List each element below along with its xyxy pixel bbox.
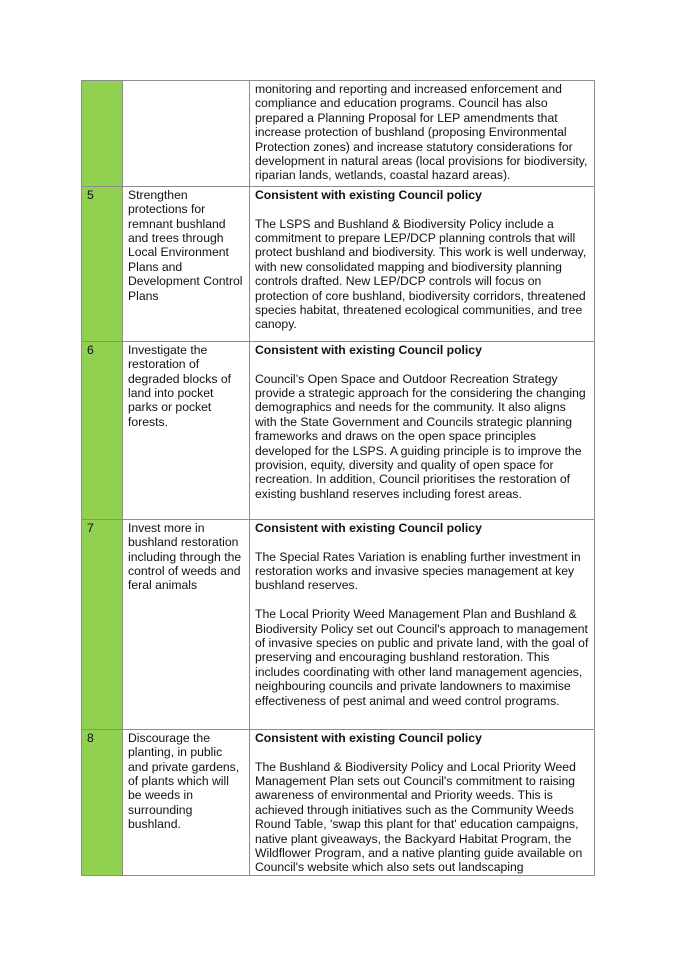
recommendation-cell bbox=[123, 81, 250, 187]
response-cell bbox=[250, 729, 595, 875]
row-number-cell: 6 bbox=[82, 341, 123, 519]
recommendation-cell: Investigate the restoration of degraded blocks of land into pocket parks or pocket forests. bbox=[123, 341, 250, 519]
recommendations-table bbox=[81, 80, 595, 876]
status-heading: Consistent with existing Council policy bbox=[255, 342, 482, 357]
table-row bbox=[82, 729, 595, 875]
row-number-cell: 7 bbox=[82, 519, 123, 729]
table-row bbox=[82, 186, 595, 341]
status-heading: Consistent with existing Council policy bbox=[255, 520, 482, 535]
table-row bbox=[82, 341, 595, 519]
response-paragraph: Council’s Open Space and Outdoor Recreation Strategy provide a strategic approach for the considering the changing demographics and needs for the community. It also aligns with the State Government and Councils strategic planning frameworks and draws on the open space principles developed for the LSPS. A guiding principle is to improve the provision, equity, diversity and quality of open space for recreation. In addition, Council prioritises the restoration of existing bushland reserves including forest areas. bbox=[255, 371, 586, 501]
status-heading: Consistent with existing Council policy bbox=[255, 187, 482, 202]
response-cell bbox=[250, 341, 595, 519]
row-number-cell: 5 bbox=[82, 186, 123, 341]
response-paragraph: The Local Priority Weed Management Plan and Bushland & Biodiversity Policy set out Council's approach to management of invasive species on public and private land, with the goal of preserving and encouraging bushland restoration. This includes coordinating with other land management agencies, neighbouring councils and private landowners to maximise effectiveness of pest animal and weed control programs. bbox=[255, 607, 589, 708]
row-number-cell: 8 bbox=[82, 729, 123, 875]
table-row-continuation bbox=[82, 81, 595, 187]
status-heading: Consistent with existing Council policy bbox=[255, 730, 482, 745]
row-number-cell bbox=[82, 81, 123, 187]
response-paragraph: The Bushland & Biodiversity Policy and Local Priority Weed Management Plan sets out Council's commitment to raising awareness of environmental and Priority weeds. This is achieved through initiatives such as the Community Weeds Round Table, 'swap this plant for that' education campaigns, native plant giveaways, the Backyard Habitat Program, the Wildflower Program, and a native planting guide available on Council's website which also sets out landscaping bbox=[255, 759, 583, 875]
table-row bbox=[82, 519, 595, 729]
recommendation-cell: Discourage the planting, in public and private gardens, of plants which will be weeds in surrounding bushland. bbox=[123, 729, 250, 875]
response-paragraph: The LSPS and Bushland & Biodiversity Policy include a commitment to prepare LEP/DCP planning controls that will protect bushland and biodiversity. This work is well underway, with new consolidated mapping and biodiversity planning controls drafted. New LEP/DCP controls will focus on protection of core bushland, biodiversity corridors, threatened species habitat, threatened ecological communities, and tree canopy. bbox=[255, 216, 587, 332]
recommendation-cell: Strengthen protections for remnant bushland and trees through Local Environment Plans and Development Control Plans bbox=[123, 186, 250, 341]
response-cell bbox=[250, 81, 595, 187]
response-cell bbox=[250, 186, 595, 341]
response-paragraph: The Special Rates Variation is enabling further investment in restoration works and invasive species management at key bushland reserves. bbox=[255, 549, 581, 593]
response-cell bbox=[250, 519, 595, 729]
recommendation-cell: Invest more in bushland restoration including through the control of weeds and feral animals bbox=[123, 519, 250, 729]
response-paragraph: monitoring and reporting and increased enforcement and compliance and education programs. Council has also prepared a Planning Proposal for LEP amendments that increase protection of bushland (proposing Environmental Protection zones) and increase statutory considerations for development in natural areas (local provisions for biodiversity, riparian lands, wetlands, coastal hazard areas). bbox=[255, 82, 588, 183]
